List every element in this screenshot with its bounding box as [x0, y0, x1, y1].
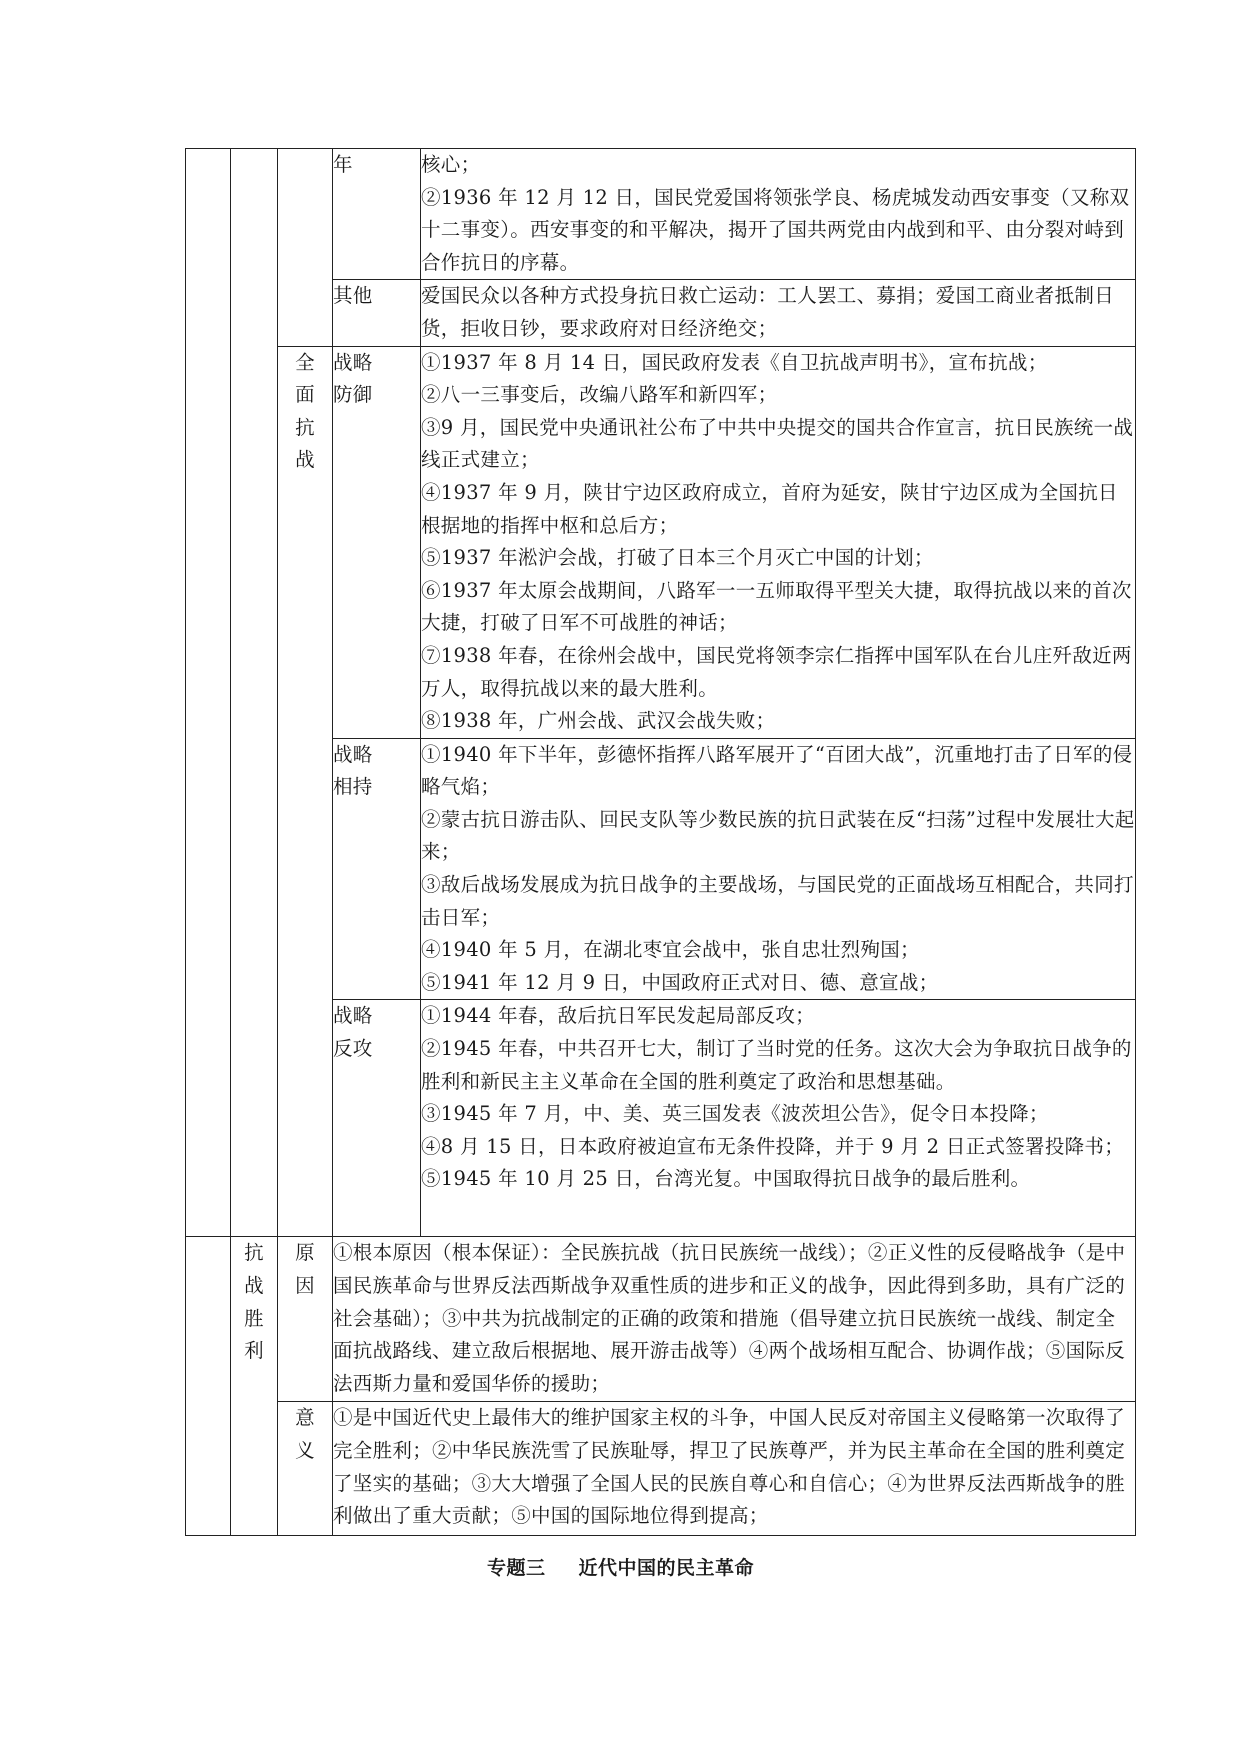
- vertical-char: 全: [295, 350, 315, 374]
- vertical-char: 抗: [295, 415, 315, 439]
- label-line: 战略: [333, 1004, 373, 1028]
- row-content-yiyi: [333, 1402, 1136, 1536]
- label-line: 防御: [333, 383, 373, 407]
- content-line: ⑦1938 年春，在徐州会战中，国民党将领李宗仁指挥中国军队在台儿庄歼敌近两万人，取得抗战以来的最大胜利。: [421, 643, 1132, 700]
- content-line: ⑤1941 年 12 月 9 日，中国政府正式对日、德、意宣战；: [421, 970, 939, 994]
- row-content-qita: [421, 280, 1136, 346]
- outer-blank-cell: [186, 1237, 231, 1536]
- content-line: ④1937 年 9 月，陕甘宁边区政府成立，首府为延安，陕甘宁边区成为全国抗日根据地的指挥中枢和总后方；: [421, 480, 1118, 537]
- content-line: ②1936 年 12 月 12 日，国民党爱国将领张学良、杨虎城发动西安事变（又称双十二事变）。西安事变的和平解决，揭开了国共两党由内战到和平、由分裂对峙到合作抗日的序幕。: [421, 185, 1130, 274]
- vertical-char: 面: [295, 383, 315, 407]
- history-summary-table: [185, 148, 1136, 1536]
- row-label-yiyi: [278, 1402, 333, 1536]
- row-label-qita: 其他: [333, 280, 421, 346]
- vertical-char: 战: [244, 1274, 264, 1298]
- content-line: ②八一三事变后，改编八路军和新四军；: [421, 383, 778, 407]
- period-label-quanmian: [278, 346, 333, 1237]
- row-label-yuanyin: [278, 1237, 333, 1402]
- label-line: 战略: [333, 350, 373, 374]
- vertical-char: 战: [295, 448, 315, 472]
- content-line: ⑥1937 年太原会战期间，八路军一一五师取得平型关大捷，取得抗战以来的首次大捷，打破了日军不可战胜的神话；: [421, 578, 1132, 635]
- content-line: ③敌后战场发展成为抗日战争的主要战场，与国民党的正面战场互相配合，共同打击日军；: [421, 873, 1134, 929]
- content-line: ④1940 年 5 月，在湖北枣宜会战中，张自忠壮烈殉国；: [421, 938, 920, 962]
- content-line: ⑤1937 年淞沪会战，打破了日本三个月灭亡中国的计划；: [421, 546, 934, 570]
- content-line: ⑧1938 年，广州会战、武汉会战失败；: [421, 709, 776, 733]
- label-line: 反攻: [333, 1037, 373, 1061]
- vertical-char: 原: [295, 1241, 315, 1265]
- label-line: 战略: [333, 742, 373, 766]
- row-content-yuanyin: [333, 1237, 1136, 1402]
- row-content-nian: [421, 149, 1136, 280]
- content-line: ③9 月，国民党中央通讯社公布了中共中央提交的国共合作宣言，抗日民族统一战线正式建立；: [421, 415, 1134, 472]
- row-content-xiangchi: [421, 738, 1136, 1000]
- content-line: ②1945 年春，中共召开七大，制订了当时党的任务。这次大会为争取抗日战争的胜利和新民主主义革命在全国的胜利奠定了政治和思想基础。: [421, 1037, 1132, 1093]
- content-line: ④8 月 15 日，日本政府被迫宣布无条件投降，并于 9 月 2 日正式签署投降书；⑤1945 年 10 月 25 日，台湾光复。中国取得抗日战争的最后胜利。: [421, 1134, 1125, 1191]
- label-line: 相持: [333, 775, 373, 799]
- vertical-char: 胜: [244, 1306, 264, 1330]
- row-content-fangyu: [421, 346, 1136, 738]
- content-line: ②蒙古抗日游击队、回民支队等少数民族的抗日武装在反“扫荡”过程中发展壮大起来；: [421, 807, 1135, 864]
- row-label-nian: 年: [333, 149, 421, 280]
- content-line: ①1937 年 8 月 14 日，国民政府发表《自卫抗战声明书》，宣布抗战；: [421, 350, 1048, 374]
- vertical-char: 义: [295, 1439, 315, 1463]
- outer-blank-cell: [186, 149, 231, 1237]
- row-label-fangong: [333, 1000, 421, 1237]
- row-content-fangong: [421, 1000, 1136, 1201]
- row-label-xiangchi: [333, 738, 421, 1000]
- row-label-fangyu: [333, 346, 421, 738]
- vertical-char: 意: [295, 1406, 315, 1430]
- vertical-char: 因: [295, 1274, 315, 1298]
- content-line: ①1944 年春，敌后抗日军民发起局部反攻；: [421, 1004, 815, 1028]
- section-blank-cell: [231, 149, 278, 1237]
- row-content-fangong-spacer: [421, 1201, 1136, 1237]
- content-line: ①1940 年下半年，彭德怀指挥八路军展开了“百团大战”，沉重地打击了日军的侵略气焰；: [421, 742, 1133, 799]
- section-heading: 专题三 近代中国的民主革命: [486, 1557, 755, 1579]
- period-blank-cell: [278, 149, 333, 347]
- content-line: 核心；: [421, 153, 481, 176]
- content-line: ③1945 年 7 月，中、美、英三国发表《波茨坦公告》，促令日本投降；: [421, 1102, 1049, 1126]
- content-paragraph: ①是中国近代史上最伟大的维护国家主权的斗争，中国人民反对帝国主义侵略第一次取得了完全胜利；②中华民族洗雪了民族耻辱，捍卫了民族尊严，并为民主革命在全国的胜利奠定了坚实的基础；③大大增强了全国人民的民族自尊心和自信心；④为世界反法西斯战争的胜利做出了重大贡献；⑤中国的国际地位得到提高；: [333, 1406, 1126, 1528]
- content-line: 爱国民众以各种方式投身抗日救亡运动：工人罢工、募捐；爱国工商业者抵制日货，拒收日钞，要求政府对日经济绝交；: [421, 284, 1115, 340]
- section-label-shengli: [231, 1237, 278, 1536]
- content-paragraph: ①根本原因（根本保证）：全民族抗战（抗日民族统一战线）；②正义性的反侵略战争（是中国民族革命与世界反法西斯战争双重性质的进步和正义的战争，因此得到多助，具有广泛的社会基础）；③中共为抗战制定的正确的政策和措施（倡导建立抗日民族统一战线、制定全面抗战路线、建立敌后根据地、展开游击战等）④两个战场相互配合、协调作战；⑤国际反法西斯力量和爱国华侨的援助；: [333, 1241, 1126, 1395]
- vertical-char: 抗: [244, 1241, 264, 1265]
- vertical-char: 利: [244, 1339, 264, 1363]
